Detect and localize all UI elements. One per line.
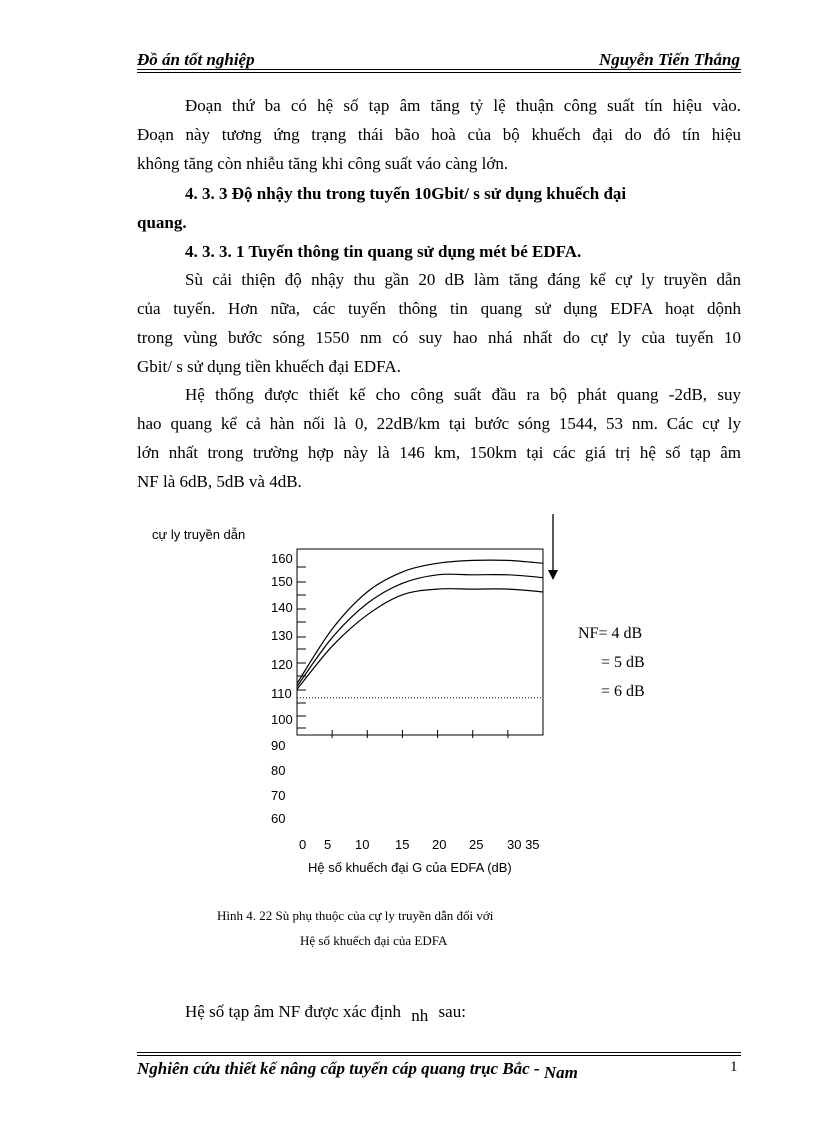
y-tick-label: 140 bbox=[271, 600, 293, 615]
y-tick-label: 120 bbox=[271, 657, 293, 672]
header-author: Nguyễn Tiến Thắng bbox=[598, 50, 740, 69]
y-tick-label: 70 bbox=[271, 788, 286, 803]
para1-line3: không tăng còn nhiễu tăng khi công suất váo càng lớn. bbox=[137, 154, 509, 173]
y-tick-label: 110 bbox=[271, 686, 292, 701]
y-tick-label: 130 bbox=[271, 628, 293, 643]
x-tick-label: 0 bbox=[299, 837, 307, 852]
x-tick-marks bbox=[332, 730, 508, 738]
x-tick-label: 25 bbox=[469, 837, 484, 852]
figure-caption-line2: Hệ số khuếch đại của EDFA bbox=[300, 933, 448, 948]
series-curves bbox=[297, 560, 543, 689]
para4-sub: nh bbox=[411, 1006, 429, 1025]
chart-y-axis-label: cự ly truyền dẫn bbox=[152, 527, 246, 542]
page-number: 1 bbox=[730, 1059, 738, 1075]
header-rule bbox=[137, 69, 741, 70]
para1-line2: Đoạn này tương ứng trạng thái bão hoà của bộ khuếch đại do đó tín hiệu bbox=[137, 125, 741, 144]
para4-text-end: sau: bbox=[438, 1002, 466, 1021]
para3-line4: NF là 6dB, 5dB và 4dB. bbox=[137, 472, 302, 491]
legend-nf-6db: = 6 dB bbox=[601, 683, 645, 700]
series-line-3 bbox=[297, 589, 543, 690]
figure-caption-line1: Hình 4. 22 Sù phụ thuộc của cự ly truyền dẫn đối với bbox=[217, 908, 494, 923]
series-line-2 bbox=[297, 574, 543, 686]
para4-text: Hệ số tạp âm NF được xác định bbox=[185, 1002, 402, 1021]
section-heading: 4. 3. 3 Độ nhậy thu trong tuyến 10Gbit/ s sử dụng khuếch đại bbox=[185, 184, 627, 203]
para1-line1: Đoạn thứ ba có hệ số tạp âm tăng tỷ lệ thuận công suất tín hiệu vào. bbox=[185, 96, 741, 115]
y-tick-label: 60 bbox=[271, 811, 286, 826]
x-tick-label: 15 bbox=[395, 837, 410, 852]
x-tick-label: 30 35 bbox=[507, 837, 540, 852]
para2-line1: Sù cải thiện độ nhậy thu gần 20 dB làm tăng đáng kể cự ly truyền dẫn bbox=[185, 270, 741, 289]
footer-title-tail: Nam bbox=[543, 1063, 578, 1082]
y-tick-label: 150 bbox=[271, 574, 293, 589]
header-title-left: Đồ án tốt nghiệp bbox=[137, 50, 255, 69]
footer-title bbox=[137, 1059, 578, 1082]
y-tick-label: 80 bbox=[271, 763, 286, 778]
y-tick-marks bbox=[297, 567, 306, 728]
para3-line2: hao quang kể cả hàn nối là 0, 22dB/km tại bước sóng 1544, 53 nm. Các cự ly bbox=[137, 414, 741, 433]
x-tick-label: 10 bbox=[355, 837, 370, 852]
plot-frame bbox=[297, 549, 543, 735]
footer-rule-secondary bbox=[137, 1055, 741, 1056]
para2-line2: của tuyến. Hơn nữa, các tuyến thông tin quang sử dụng EDFA hoạt dộnh bbox=[137, 299, 741, 318]
y-tick-label: 90 bbox=[271, 738, 286, 753]
para2-line4: Gbit/ s sử dụng tiền khuếch đại EDFA. bbox=[137, 357, 401, 376]
header-rule-secondary bbox=[137, 72, 741, 73]
y-tick-label: 100 bbox=[271, 712, 293, 727]
y-tick-label: 160 bbox=[271, 551, 293, 566]
footer-rule bbox=[137, 1052, 741, 1053]
legend-nf-5db: = 5 dB bbox=[601, 654, 645, 671]
para2-line3: trong vùng bước sóng 1550 nm có suy hao nhá nhất do cự ly của tuyến 10 bbox=[137, 328, 741, 347]
x-tick-label: 20 bbox=[432, 837, 447, 852]
legend-nf-4db: NF= 4 dB bbox=[578, 625, 643, 642]
chart-x-axis-label: Hệ số khuếch đại G của EDFA (dB) bbox=[308, 860, 512, 875]
para3-line1: Hệ thống được thiết kế cho công suất đầu ra bộ phát quang -2dB, suy bbox=[185, 385, 741, 404]
para4-line bbox=[185, 1002, 466, 1025]
subsection-heading: 4. 3. 3. 1 Tuyến thông tin quang sử dụng mét bé EDFA. bbox=[185, 242, 582, 261]
footer-title-main: Nghiên cứu thiết kế nâng cấp tuyến cáp quang trục Bắc - bbox=[137, 1059, 540, 1078]
section-heading-cont: quang. bbox=[137, 213, 187, 232]
arrow-head bbox=[548, 570, 558, 580]
para3-line3: lớn nhất trong trường hợp này là 146 km, 150km tại các giá trị hệ số tạp âm bbox=[137, 443, 741, 462]
series-line-1 bbox=[297, 560, 543, 683]
x-tick-label: 5 bbox=[324, 837, 332, 852]
